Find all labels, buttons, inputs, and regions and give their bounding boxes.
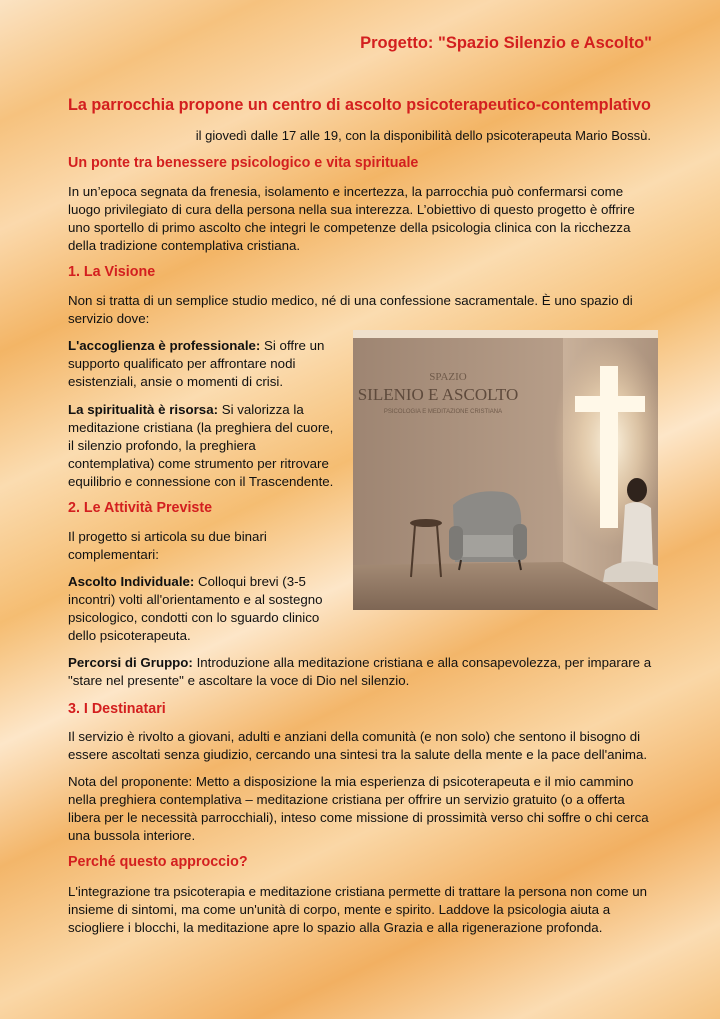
activity-item-label: Ascolto Individuale:: [68, 574, 195, 589]
schedule-line: il giovedì dalle 17 alle 19, con la disponibilità dello psicoterapeuta Mario Bossù.: [195, 128, 651, 143]
activities-paragraph: Il progetto si articola su due binari complementari:: [68, 529, 267, 562]
room-photo: [353, 330, 658, 610]
intro-paragraph: In un’epoca segnata da frenesia, isolamento e incertezza, la parrocchia può confermarsi come luogo privilegiato di cura della persona nella sua interezza. L’obiettivo di questo progetto è offrire uno sportello di primo ascolto che integri le competenze della psicologia clinica con la ricchezza della tradizione contemplativa cristiana.: [68, 184, 635, 253]
vision-item-label: La spiritualità è risorsa:: [68, 402, 219, 417]
section-heading-why: Perché questo approccio?: [68, 854, 248, 870]
wall-sign-line1: SPAZIO: [429, 371, 467, 383]
vision-item-label: L'accoglienza è professionale:: [68, 338, 261, 353]
activity-item-text: Introduzione alla meditazione cristiana e alla consapevolezza, per imparare a "stare nel presente" e ascoltare la voce di Dio nel silenzio.: [68, 655, 652, 688]
main-heading: La parrocchia propone un centro di ascolto psicoterapeutico-contemplativo: [68, 96, 651, 114]
vision-item-text: Si valorizza la meditazione cristiana (la preghiera del cuore, il silenzio profondo, la preghiera contemplativa) come strumento per ritrovare equilibrio e connessione con il Trascendente.: [68, 402, 334, 489]
activity-item-text: Colloqui brevi (3-5 incontri) volti all'orientamento e al sostegno psicologico, condotti con lo sguardo clinico dello psicoterapeuta.: [68, 574, 323, 643]
room-illustration: [353, 330, 658, 610]
activity-item-group: [68, 654, 653, 690]
wall-sign-line3: PSICOLOGIA E MEDITAZIONE CRISTIANA: [383, 409, 503, 415]
section-heading-recipients: 3. I Destinatari: [68, 701, 166, 717]
vision-item-spirituality: [68, 401, 340, 491]
armchair: [449, 491, 527, 570]
vision-item-text: Si offre un supporto qualificato per affrontare nodi esistenziali, ansie o momenti di crisi.: [68, 338, 325, 389]
activity-item-label: Percorsi di Gruppo:: [68, 655, 193, 670]
section-heading-activities: 2. Le Attività Previste: [68, 500, 213, 516]
vision-item-welcome: [68, 337, 340, 391]
section-heading-vision: 1. La Visione: [68, 264, 156, 280]
activity-item-individual: [68, 573, 340, 645]
ceiling-light: [353, 330, 658, 338]
section-heading-bridge: Un ponte tra benessere psicologico e vita spirituale: [68, 155, 419, 171]
recipients-paragraph: Il servizio è rivolto a giovani, adulti e anziani della comunità (e non solo) che sentono il bisogno di essere ascoltati senza giudizio, cercando una sintesi tra la salute della mente e la pace dell'anima.: [68, 729, 648, 762]
project-title: Progetto: "Spazio Silenzio e Ascolto": [360, 34, 652, 52]
vision-paragraph: Non si tratta di un semplice studio medico, né di una confessione sacramentale. È uno spazio di servizio dove:: [68, 293, 633, 326]
proponent-note: Nota del proponente: Metto a disposizione la mia esperienza di psicoterapeuta e il mio cammino nella preghiera contemplativa – meditazione cristiana per offrire un servizio gratuito (o a offerta libera per le necessità parrocchiali), inteso come missione di prossimità verso chi soffre o chi cerca una bussola interiore.: [68, 774, 649, 843]
why-paragraph: L'integrazione tra psicoterapia e meditazione cristiana permette di trattare la persona non come un insieme di sintomi, ma come un'unità di corpo, mente e spirito. Laddove la psicologia aiuta a sciogliere i blocchi, la meditazione apre lo spazio alla Grazia e alla rigenerazione profonda.: [68, 884, 648, 935]
wall-sign-line2: SILENIO E ASCOLTO: [357, 385, 519, 404]
